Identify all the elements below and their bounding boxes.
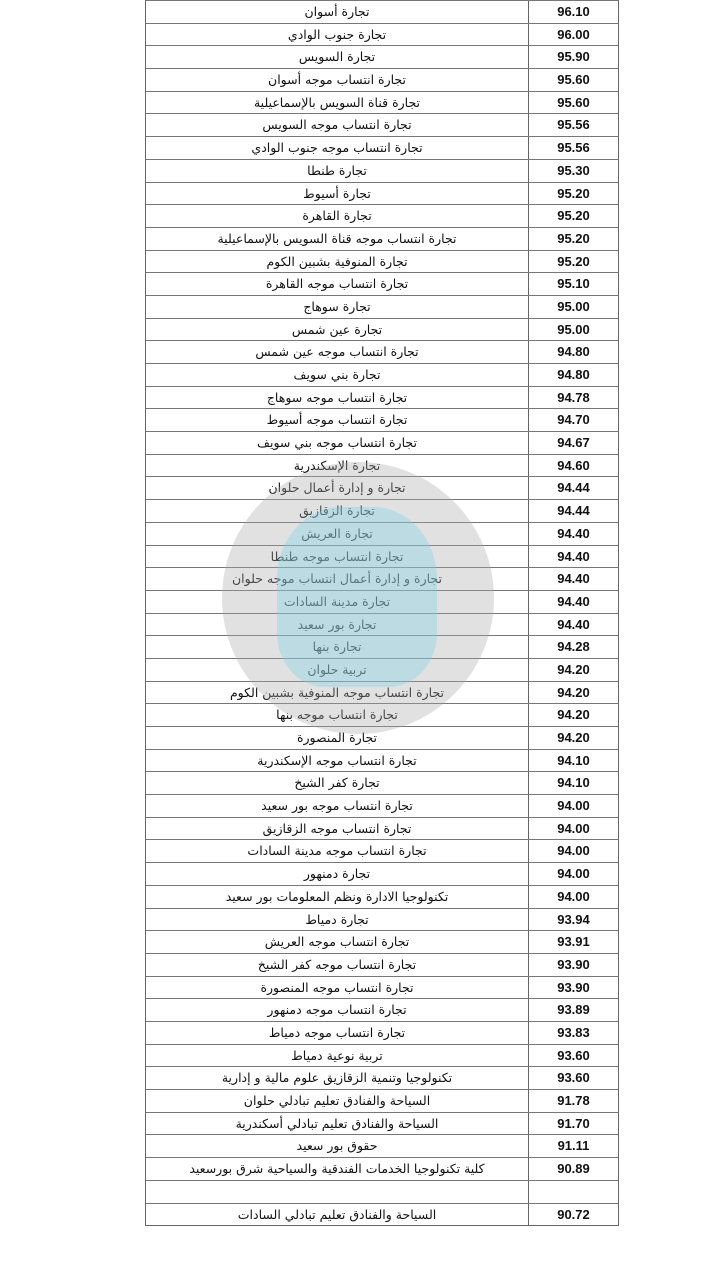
table-row: [146, 1157, 618, 1180]
table-row: [146, 318, 618, 341]
faculty-name: تجارة مدينة السادات: [146, 591, 529, 613]
score-value: 90.89: [557, 1161, 590, 1177]
table-row: [146, 1134, 618, 1157]
table-row: [146, 204, 618, 227]
score-value: 93.90: [557, 979, 590, 995]
score-value: 95.20: [557, 208, 590, 224]
score-value: 93.83: [557, 1024, 590, 1040]
table-row: [146, 1066, 618, 1089]
faculty-name: تجارة عين شمس: [146, 319, 529, 341]
faculty-name: السياحة والفنادق تعليم تبادلي السادات: [146, 1204, 529, 1226]
score-value: 94.80: [557, 344, 590, 360]
faculty-name: تجارة القاهرة: [146, 205, 529, 227]
table-row: [146, 635, 618, 658]
score-value: 96.10: [557, 4, 590, 19]
faculty-name: تجارة انتساب موجه الزقازيق: [146, 818, 529, 840]
table-row: [146, 454, 618, 477]
score-value: 91.11: [557, 1138, 590, 1154]
score-value: 94.00: [557, 866, 590, 882]
table-row: [146, 590, 618, 613]
table-row: [146, 567, 618, 590]
table-row: [146, 817, 618, 840]
table-row: [146, 658, 618, 681]
score-value: 94.40: [557, 593, 590, 609]
score-value: 96.00: [557, 26, 590, 42]
faculty-name: تجارة الإسكندرية: [146, 455, 529, 477]
table-row: [146, 885, 618, 908]
faculty-name: تجارة بنها: [146, 636, 529, 658]
table-row: [146, 681, 618, 704]
faculty-name: تجارة المنوفية بشبين الكوم: [146, 251, 529, 273]
faculty-name: تجارة انتساب موجه دمنهور: [146, 999, 529, 1021]
faculty-name: تجارة و إدارة أعمال حلوان: [146, 477, 529, 499]
score-value: 94.44: [557, 503, 590, 519]
faculty-name: تجارة انتساب موجه المنصورة: [146, 977, 529, 999]
faculty-name: تجارة انتساب موجه بور سعيد: [146, 795, 529, 817]
table-row: [146, 522, 618, 545]
score-value: 94.78: [557, 389, 590, 405]
table-row: [146, 159, 618, 182]
faculty-name: تجارة المنصورة: [146, 727, 529, 749]
score-value: 94.20: [557, 661, 590, 677]
table-row: [146, 250, 618, 273]
score-value: 94.60: [557, 457, 590, 473]
score-value: 95.90: [557, 49, 590, 65]
faculty-name: تجارة قناة السويس بالإسماعيلية: [146, 92, 529, 114]
faculty-name: حقوق بور سعيد: [146, 1135, 529, 1157]
score-value: 95.60: [557, 72, 590, 88]
scores-table: [145, 0, 619, 1226]
score-value: 94.40: [557, 616, 590, 632]
faculty-name: تجارة انتساب موجه عين شمس: [146, 341, 529, 363]
faculty-name: تكنولوجيا الادارة ونظم المعلومات بور سعيد: [146, 886, 529, 908]
score-value: 93.60: [557, 1047, 590, 1063]
score-value: 94.80: [557, 367, 590, 382]
score-value: 93.60: [557, 1070, 590, 1086]
table-row: [146, 908, 618, 931]
score-value: 94.70: [557, 412, 590, 428]
faculty-name: تجارة الزقازيق: [146, 500, 529, 522]
table-row: [146, 726, 618, 749]
table-row: [146, 113, 618, 136]
score-value: 94.10: [557, 775, 590, 791]
faculty-name: تجارة انتساب موجه مدينة السادات: [146, 840, 529, 862]
score-value: 95.10: [557, 276, 590, 292]
table-row: [146, 408, 618, 431]
score-value: 95.56: [557, 140, 590, 156]
faculty-name: تربية حلوان: [146, 659, 529, 681]
score-value: 95.00: [557, 298, 590, 314]
faculty-name: تجارة انتساب موجه أسوان: [146, 69, 529, 91]
faculty-name: تجارة انتساب موجه قناة السويس بالإسماعيلية: [146, 228, 529, 250]
table-row: [146, 272, 618, 295]
score-value: 90.72: [557, 1206, 590, 1222]
faculty-name: تجارة بني سويف: [146, 364, 529, 386]
faculty-name: تجارة أسيوط: [146, 183, 529, 205]
table-row: [146, 227, 618, 250]
faculty-name: تجارة انتساب موجه جنوب الوادي: [146, 137, 529, 159]
table-row: [146, 998, 618, 1021]
faculty-name: تجارة جنوب الوادي: [146, 24, 529, 46]
table-row: [146, 862, 618, 885]
table-row: [146, 431, 618, 454]
table-row: [146, 499, 618, 522]
score-value: 94.20: [557, 684, 590, 700]
table-row: [146, 295, 618, 318]
table-row: [146, 613, 618, 636]
score-value: 95.60: [557, 94, 590, 110]
score-value: 95.56: [557, 117, 590, 133]
faculty-name: تجارة انتساب موجه أسيوط: [146, 409, 529, 431]
faculty-name: تجارة انتساب موجه الإسكندرية: [146, 750, 529, 772]
faculty-name: تجارة بور سعيد: [146, 614, 529, 636]
faculty-name: كلية تكنولوجيا الخدمات الفندقية والسياحية شرق بورسعيد: [146, 1158, 529, 1180]
table-row: [146, 476, 618, 499]
faculty-name: تجارة السويس: [146, 46, 529, 68]
score-value: 95.20: [557, 185, 590, 201]
table-row: [146, 136, 618, 159]
score-value: 94.67: [557, 435, 590, 451]
faculty-name: السياحة والفنادق تعليم تبادلي حلوان: [146, 1090, 529, 1112]
table-row: [146, 23, 618, 46]
score-value: 94.28: [557, 639, 590, 655]
table-row: [146, 1089, 618, 1112]
faculty-name: تكنولوجيا وتنمية الزقازيق علوم مالية و إدارية: [146, 1067, 529, 1089]
faculty-name: تجارة انتساب موجه القاهرة: [146, 273, 529, 295]
score-value: 95.30: [557, 162, 590, 178]
table-row: [146, 182, 618, 205]
table-row: [146, 68, 618, 91]
score-value: 94.20: [557, 730, 590, 745]
faculty-name: تجارة انتساب موجه سوهاج: [146, 387, 529, 409]
score-value: 94.44: [557, 480, 590, 496]
score-value: 95.20: [557, 253, 590, 269]
faculty-name: تجارة انتساب موجه دمياط: [146, 1022, 529, 1044]
table-row: [146, 1203, 618, 1226]
score-value: 94.00: [557, 820, 590, 836]
faculty-name: تربية نوعية دمياط: [146, 1045, 529, 1067]
score-value: 94.00: [557, 798, 590, 814]
table-row: [146, 45, 618, 68]
table-row: [146, 340, 618, 363]
table-row: [146, 703, 618, 726]
faculty-name: تجارة طنطا: [146, 160, 529, 182]
faculty-name: تجارة انتساب موجه السويس: [146, 114, 529, 136]
table-row: [146, 839, 618, 862]
score-value: 94.40: [557, 571, 590, 587]
faculty-name: تجارة أسوان: [146, 1, 529, 23]
faculty-name: تجارة انتساب موجه العريش: [146, 931, 529, 953]
faculty-name: تجارة انتساب موجه بني سويف: [146, 432, 529, 454]
score-value: 93.89: [557, 1002, 590, 1018]
score-value: 94.00: [557, 843, 590, 859]
faculty-name: تجارة سوهاج: [146, 296, 529, 318]
score-value: 93.94: [557, 911, 590, 927]
table-row: [146, 91, 618, 114]
table-row: [146, 1044, 618, 1067]
score-value: 94.10: [557, 752, 590, 768]
table-row: [146, 1112, 618, 1135]
faculty-name: تجارة العريش: [146, 523, 529, 545]
faculty-name: تجارة و إدارة أعمال انتساب موجه حلوان: [146, 568, 529, 590]
faculty-name: تجارة دمنهور: [146, 863, 529, 885]
table-row: [146, 930, 618, 953]
score-value: 91.78: [557, 1093, 590, 1108]
blank-row: [146, 1180, 618, 1203]
faculty-name: تجارة انتساب موجه المنوفية بشبين الكوم: [146, 682, 529, 704]
table-row: [146, 545, 618, 568]
table-row: [146, 386, 618, 409]
faculty-name: تجارة انتساب موجه طنطا: [146, 546, 529, 568]
score-value: 95.20: [557, 230, 590, 246]
table-row: [146, 771, 618, 794]
table-row: [146, 794, 618, 817]
table-row: [146, 953, 618, 976]
score-value: 93.91: [557, 934, 590, 950]
blank-cell: [146, 1181, 529, 1203]
score-value: 91.70: [557, 1115, 590, 1131]
faculty-name: تجارة انتساب موجه كفر الشيخ: [146, 954, 529, 976]
table-row: [146, 749, 618, 772]
faculty-name: السياحة والفنادق تعليم تبادلي أسكندرية: [146, 1113, 529, 1135]
table-row: [146, 1021, 618, 1044]
score-value: 94.40: [557, 525, 590, 541]
score-value: 94.00: [557, 888, 590, 904]
table-row: [146, 363, 618, 386]
faculty-name: تجارة كفر الشيخ: [146, 772, 529, 794]
faculty-name: تجارة دمياط: [146, 909, 529, 931]
score-value: 94.40: [557, 548, 590, 564]
score-value: 95.00: [557, 321, 590, 337]
faculty-name: تجارة انتساب موجه بنها: [146, 704, 529, 726]
table-row: [146, 976, 618, 999]
score-value: 93.90: [557, 956, 590, 972]
table-row: [146, 0, 618, 23]
score-value: 94.20: [557, 707, 590, 723]
